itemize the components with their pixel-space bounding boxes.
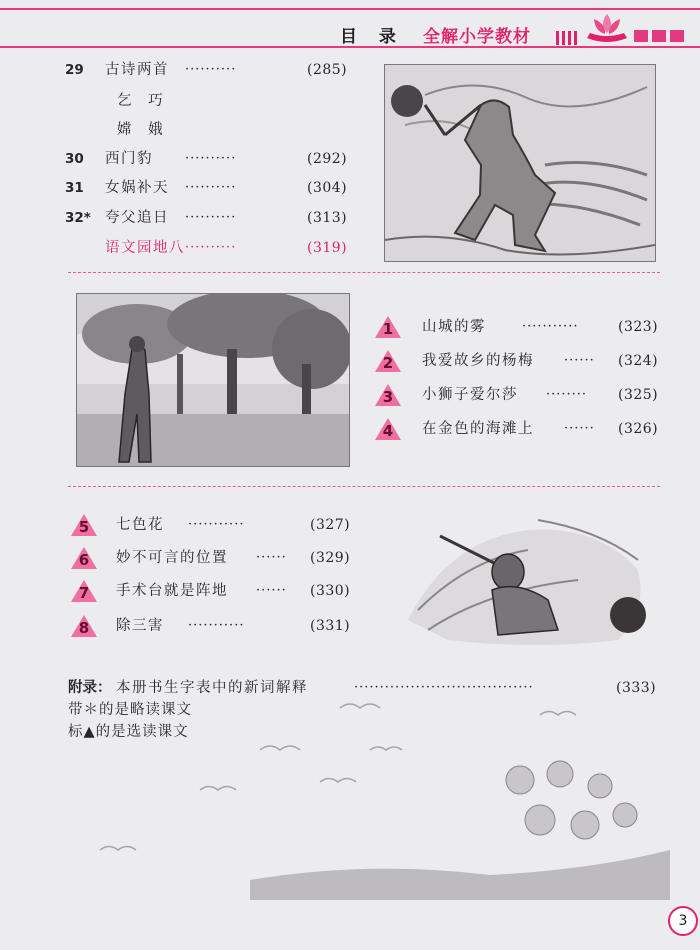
page-ref: (333) — [616, 680, 657, 696]
page-ref: (327) — [310, 517, 351, 533]
header-bars-decoration — [556, 26, 580, 45]
lesson-number: 1 — [382, 320, 394, 338]
leader-dots: ······ — [564, 421, 595, 436]
page-number: 3 — [668, 906, 698, 936]
toc-row[interactable] — [374, 349, 664, 373]
leader-dots: ··········· — [522, 319, 579, 334]
page-ref: (319) — [307, 240, 348, 256]
leader-dots: ·········· — [185, 62, 237, 77]
note-text: 带＊的是略读课文 — [68, 702, 192, 718]
leader-dots: ··········· — [188, 517, 245, 532]
lesson-title: 除三害 — [116, 618, 164, 634]
toc-row[interactable] — [70, 513, 370, 537]
toc-row[interactable] — [374, 417, 664, 441]
toc-row[interactable] — [65, 147, 375, 171]
toc-row[interactable] — [65, 176, 375, 200]
leader-dots: ·········· — [185, 151, 237, 166]
lesson-number: 30 — [65, 151, 84, 167]
lesson-number: 32* — [65, 210, 91, 226]
leader-dots: ······ — [256, 583, 287, 598]
lesson-title: 古诗两首 — [105, 62, 169, 78]
toc-row[interactable] — [374, 383, 664, 407]
lesson-number: 7 — [78, 584, 90, 602]
page-title: 目 录 — [340, 27, 404, 47]
page-ref: (323) — [618, 319, 659, 335]
lesson-title: 我爱故乡的杨梅 — [422, 353, 534, 369]
leader-dots: ·········· — [185, 180, 237, 195]
lesson-number: 8 — [78, 619, 90, 637]
leader-dots: ······ — [256, 550, 287, 565]
note-text: 标▲的是选读课文 — [68, 724, 189, 740]
section-divider — [68, 272, 660, 273]
leader-dots: ··································· — [354, 680, 534, 695]
lesson-title: 在金色的海滩上 — [422, 421, 534, 437]
page-ref: (325) — [618, 387, 659, 403]
page-ref: (330) — [310, 583, 351, 599]
lesson-title: 夸父追日 — [105, 210, 169, 226]
toc-row[interactable] — [374, 315, 664, 339]
brand-title: 全解小学教材 — [423, 27, 531, 47]
poem-title: 嫦 娥 — [117, 122, 169, 138]
lesson-title: 语文园地八 — [105, 240, 185, 256]
toc-row[interactable] — [65, 58, 375, 82]
lesson-number: 29 — [65, 62, 84, 78]
page-ref: (304) — [307, 180, 348, 196]
page-ref: (324) — [618, 353, 659, 369]
warrior-illustration — [388, 500, 656, 650]
toc-row[interactable] — [65, 206, 375, 230]
poem-title: 乞 巧 — [117, 93, 169, 109]
toc-row[interactable] — [70, 614, 370, 638]
appendix-label: 附录： — [68, 680, 112, 696]
kuafu-illustration — [384, 64, 656, 262]
page-ref: (292) — [307, 151, 348, 167]
leader-dots: ·········· — [185, 240, 237, 255]
lesson-number: 31 — [65, 180, 84, 196]
lesson-title: 小狮子爱尔莎 — [422, 387, 518, 403]
toc-subrow[interactable] — [65, 118, 375, 142]
lesson-title: 妙不可言的位置 — [116, 550, 228, 566]
lesson-title: 女娲补天 — [105, 180, 169, 196]
forest-illustration — [76, 293, 350, 467]
leader-dots: ······ — [564, 353, 595, 368]
page-ref: (326) — [618, 421, 659, 437]
lesson-number: 2 — [382, 354, 394, 372]
lesson-title: 手术台就是阵地 — [116, 583, 228, 599]
toc-row[interactable] — [70, 579, 370, 603]
page-ref: (329) — [310, 550, 351, 566]
lesson-title: 七色花 — [116, 517, 164, 533]
lesson-number: 4 — [382, 422, 394, 440]
toc-subrow[interactable] — [65, 89, 375, 113]
section-divider — [68, 486, 660, 487]
toc-row[interactable] — [70, 546, 370, 570]
lesson-number: 3 — [382, 388, 394, 406]
leader-dots: ········ — [546, 387, 588, 402]
page-ref: (285) — [307, 62, 348, 78]
leader-dots: ·········· — [185, 210, 237, 225]
lesson-title: 西门豹 — [105, 151, 153, 167]
lesson-number: 6 — [78, 551, 90, 569]
lesson-number: 5 — [78, 518, 90, 536]
page-ref: (313) — [307, 210, 348, 226]
header-blocks-decoration — [634, 27, 688, 46]
leader-dots: ··········· — [188, 618, 245, 633]
toc-row-garden[interactable] — [65, 236, 375, 260]
appendix-title: 本册书生字表中的新词解释 — [116, 680, 308, 696]
lesson-title: 山城的雾 — [422, 319, 486, 335]
lotus-emblem-icon — [584, 12, 630, 44]
header-top-rule — [0, 8, 700, 10]
children-birds-illustration — [70, 690, 670, 900]
page-ref: (331) — [310, 618, 351, 634]
